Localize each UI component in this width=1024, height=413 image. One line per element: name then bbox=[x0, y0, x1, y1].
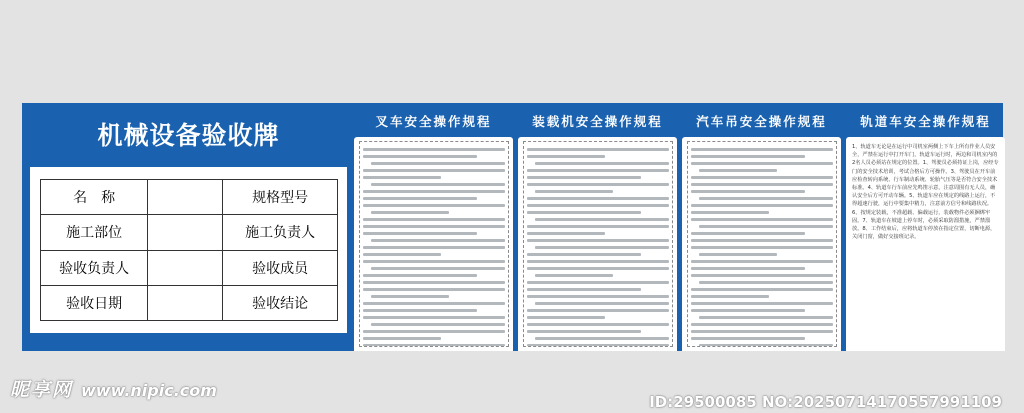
text-line bbox=[691, 204, 833, 207]
text-line bbox=[527, 232, 605, 235]
text-line bbox=[527, 176, 641, 179]
text-line bbox=[363, 274, 477, 277]
text-line bbox=[691, 302, 833, 305]
image-id-label: ID:29500085 NO:20250714170557991109 bbox=[649, 393, 1002, 411]
field-value bbox=[148, 285, 223, 320]
rules-text-block bbox=[851, 141, 1001, 347]
text-line bbox=[527, 204, 669, 207]
field-label: 施工负责人 bbox=[223, 215, 338, 250]
text-line bbox=[527, 316, 605, 319]
text-line bbox=[691, 246, 833, 249]
field-label: 验收结论 bbox=[223, 285, 338, 320]
loader-rules-body bbox=[518, 137, 677, 351]
text-line bbox=[535, 218, 669, 221]
text-line bbox=[691, 232, 805, 235]
text-line bbox=[691, 330, 833, 333]
text-line bbox=[535, 337, 669, 340]
text-line bbox=[363, 155, 477, 158]
rail-car-rules-text: 1、轨道车无论是在运行中司机室两侧上下车上所有作业人员安全，严禁在运行中打开车门，轨道车运行时，两边和司机室内的2名人员必须站在规定的位置。1、驾驶员必须持证上岗，应经专门的安全技术培训，考试合格后方可操作。3、驾驶员在开车前应检查转向系统、行车制动系统、轮胎气压等是否符合安全技术标准。4、轨道车行车前应先鸣笛示意，注意周围有无人员，确认安全后方可开动车辆。5、轨道车应在规定的线路上运行，不得超速行驶，运行中要集中精力，注意前方信号和线路状况。6、按规定装载，不准超载、偏载运行，装载物件必须捆绑牢固。7、轨道车在坡道上停车时，必须采取防溜措施，严禁溜放。8、工作结束后，应将轨道车停放在指定位置，切断电源，关闭门窗，做好交接班记录。 bbox=[852, 144, 999, 241]
text-line bbox=[363, 246, 505, 249]
text-line bbox=[691, 260, 833, 263]
text-line bbox=[527, 309, 669, 312]
text-line bbox=[363, 197, 477, 200]
text-line bbox=[535, 246, 669, 249]
text-line bbox=[535, 190, 613, 193]
field-value bbox=[148, 250, 223, 285]
text-line bbox=[527, 148, 669, 151]
acceptance-form bbox=[30, 167, 347, 333]
text-line bbox=[363, 337, 441, 340]
text-line bbox=[527, 267, 669, 270]
text-line bbox=[527, 253, 641, 256]
text-line bbox=[527, 295, 669, 298]
text-line bbox=[371, 267, 505, 270]
watermark-logo bbox=[10, 375, 217, 402]
text-line bbox=[699, 225, 833, 228]
text-line bbox=[699, 281, 833, 284]
text-line bbox=[691, 274, 833, 277]
table-row bbox=[41, 215, 338, 250]
table-row bbox=[41, 180, 338, 215]
text-line bbox=[363, 281, 505, 284]
text-line bbox=[363, 302, 505, 305]
signboard bbox=[22, 103, 1003, 351]
text-line bbox=[527, 344, 669, 347]
forklift-rules-body bbox=[354, 137, 513, 351]
text-line bbox=[363, 260, 505, 263]
text-line bbox=[527, 155, 605, 158]
text-line bbox=[363, 288, 505, 291]
text-line bbox=[699, 197, 833, 200]
watermark-site-name: 昵享网 bbox=[10, 379, 74, 401]
text-line bbox=[363, 190, 505, 193]
field-label: 验收负责人 bbox=[41, 250, 148, 285]
field-label: 验收成员 bbox=[223, 250, 338, 285]
field-value bbox=[148, 180, 223, 215]
text-line bbox=[691, 190, 805, 193]
text-line bbox=[699, 344, 833, 347]
text-line bbox=[691, 155, 805, 158]
text-line bbox=[371, 211, 449, 214]
text-line bbox=[691, 309, 805, 312]
table-row bbox=[41, 285, 338, 320]
text-line bbox=[363, 204, 505, 207]
truck-crane-rules-title: 汽车吊安全操作规程 bbox=[696, 114, 827, 129]
text-line bbox=[363, 253, 441, 256]
text-line bbox=[691, 323, 833, 326]
rail-car-rules-body bbox=[846, 137, 1005, 351]
text-line bbox=[527, 330, 641, 333]
rules-text-block bbox=[687, 141, 837, 347]
text-line bbox=[691, 288, 833, 291]
text-line bbox=[527, 183, 669, 186]
text-line bbox=[363, 232, 477, 235]
text-line bbox=[371, 295, 449, 298]
forklift-rules-panel bbox=[352, 103, 515, 351]
rules-text-block bbox=[359, 141, 509, 347]
rail-car-rules-title: 轨道车安全操作规程 bbox=[860, 114, 991, 129]
text-line bbox=[527, 281, 669, 284]
text-line bbox=[527, 211, 641, 214]
text-line bbox=[527, 260, 669, 263]
text-line bbox=[691, 176, 833, 179]
acceptance-table bbox=[40, 179, 338, 321]
acceptance-panel bbox=[30, 103, 347, 329]
text-line bbox=[363, 330, 505, 333]
text-line bbox=[363, 169, 505, 172]
text-line bbox=[527, 225, 669, 228]
field-label: 施工部位 bbox=[41, 215, 148, 250]
text-line bbox=[363, 218, 505, 221]
text-line bbox=[371, 323, 505, 326]
text-line bbox=[691, 218, 833, 221]
text-line bbox=[699, 169, 777, 172]
text-line bbox=[363, 148, 505, 151]
text-line bbox=[535, 274, 613, 277]
truck-crane-rules-body bbox=[682, 137, 841, 351]
text-line bbox=[691, 148, 833, 151]
rules-text-block bbox=[523, 141, 673, 347]
loader-rules-title: 装载机安全操作规程 bbox=[532, 114, 663, 129]
text-line bbox=[691, 183, 833, 186]
text-line bbox=[527, 239, 669, 242]
text-line bbox=[527, 197, 669, 200]
text-line bbox=[691, 239, 833, 242]
text-line bbox=[363, 176, 441, 179]
truck-crane-rules-panel bbox=[680, 103, 843, 351]
forklift-rules-title: 叉车安全操作规程 bbox=[375, 114, 492, 129]
text-line bbox=[699, 316, 833, 319]
text-line bbox=[363, 309, 477, 312]
text-line bbox=[371, 162, 505, 165]
text-line bbox=[691, 162, 833, 165]
acceptance-panel-title: 机械设备验收牌 bbox=[97, 121, 280, 150]
loader-rules-panel bbox=[516, 103, 679, 351]
text-line bbox=[527, 323, 669, 326]
text-line bbox=[527, 169, 669, 172]
text-line bbox=[363, 316, 505, 319]
text-line bbox=[527, 288, 641, 291]
text-line bbox=[699, 253, 777, 256]
field-label: 名 称 bbox=[41, 180, 148, 215]
text-line bbox=[535, 162, 669, 165]
text-line bbox=[363, 225, 505, 228]
text-line bbox=[691, 337, 805, 340]
text-line bbox=[363, 344, 505, 347]
text-line bbox=[371, 183, 505, 186]
field-value bbox=[148, 215, 223, 250]
table-row bbox=[41, 250, 338, 285]
field-label: 规格型号 bbox=[223, 180, 338, 215]
text-line bbox=[691, 295, 769, 298]
text-line bbox=[691, 211, 769, 214]
rail-car-rules-panel bbox=[844, 103, 1007, 351]
text-line bbox=[535, 302, 669, 305]
field-label: 验收日期 bbox=[41, 285, 148, 320]
text-line bbox=[371, 239, 505, 242]
watermark-site-url: www.nipic.com bbox=[81, 381, 217, 400]
text-line bbox=[691, 267, 805, 270]
